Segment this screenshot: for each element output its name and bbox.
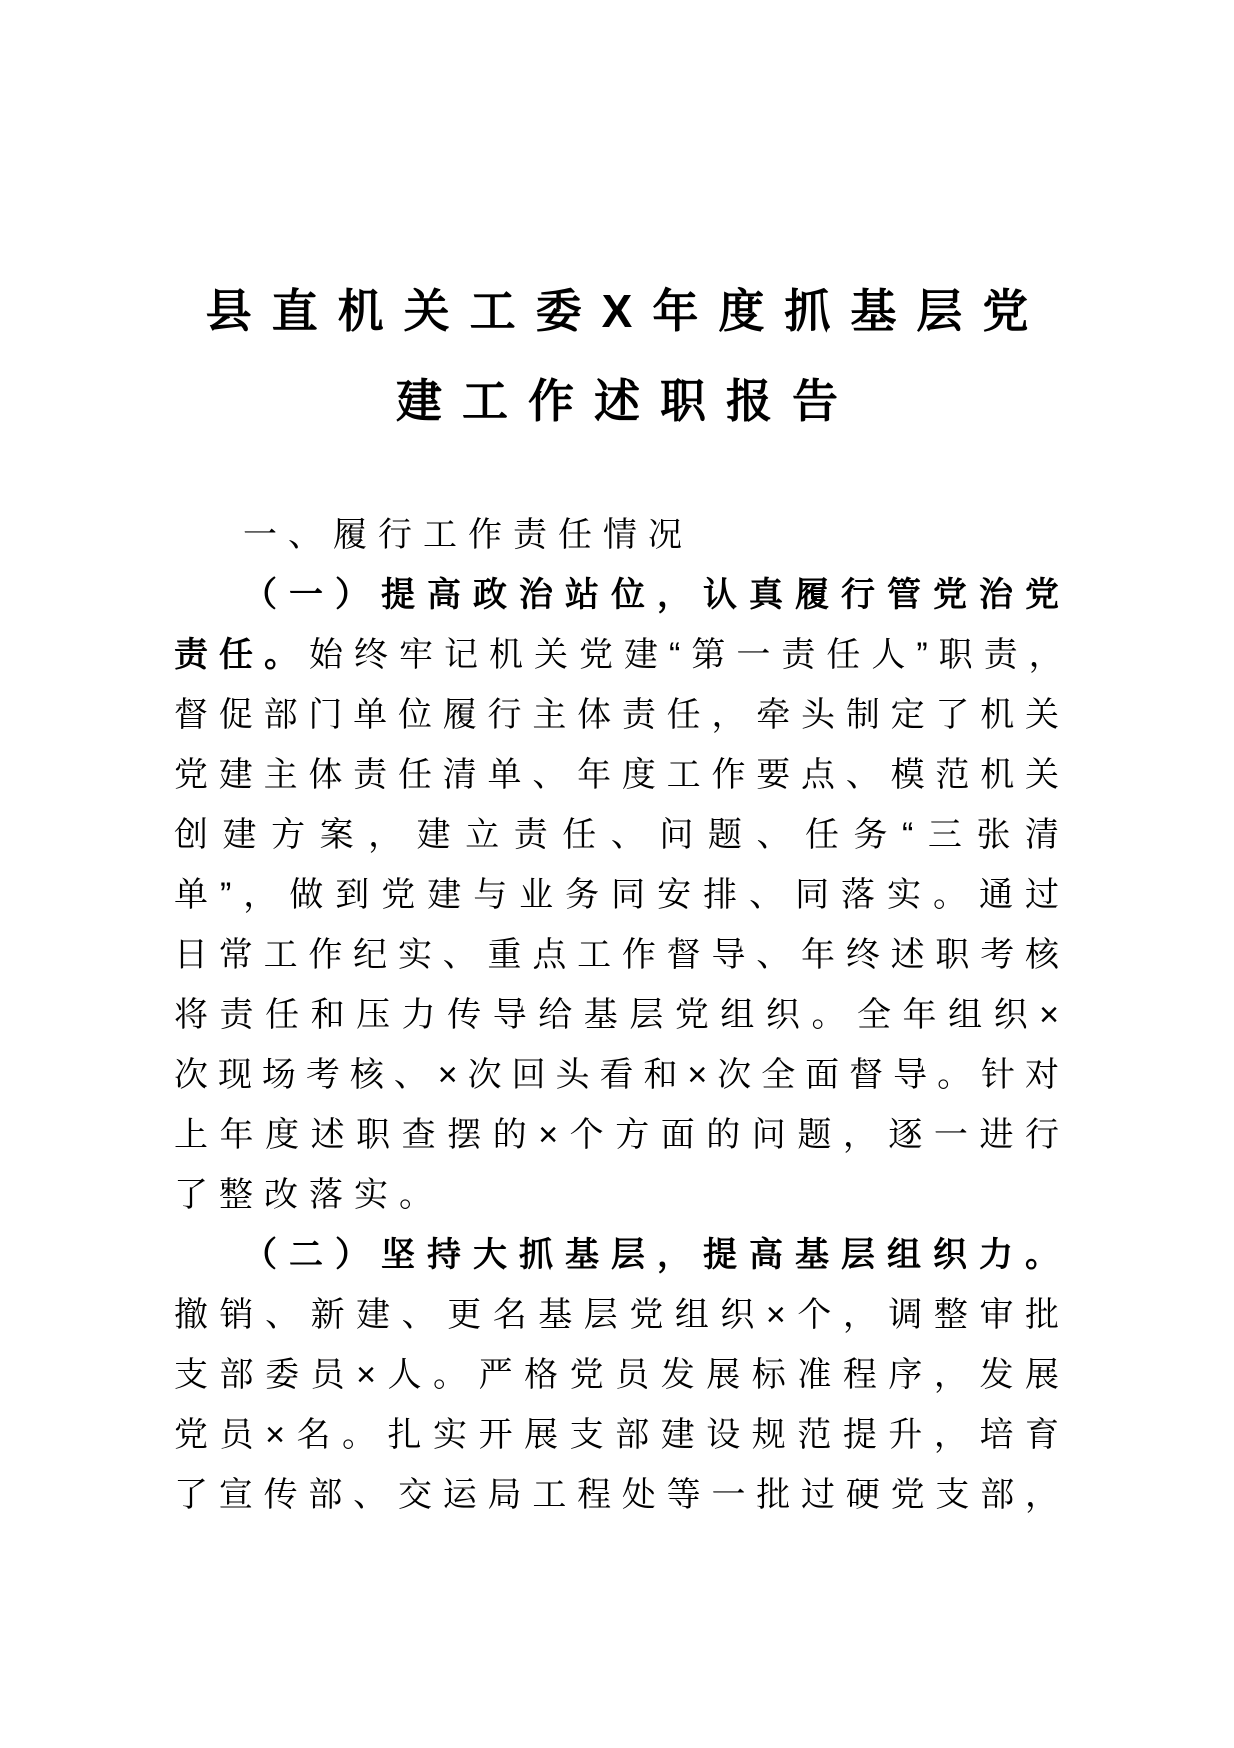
body-line: [174, 1165, 1067, 1225]
body-line: [174, 565, 1067, 625]
body-line: [174, 1345, 1067, 1405]
body-line: [174, 925, 1067, 985]
body-line: [174, 1225, 1067, 1285]
body-line: [174, 625, 1074, 685]
body-line: [174, 1465, 1067, 1525]
document-title: [0, 266, 1234, 446]
regular-segment: 创建方案，建立责任、问题、任务“三张清: [174, 816, 1067, 854]
regular-segment: 始终牢记机关党建“第一责任人”职责，: [309, 636, 1074, 674]
body-line: [174, 685, 1067, 745]
body-line: [174, 1105, 1067, 1165]
regular-segment: 党员×名。扎实开展支部建设规范提升，培育: [174, 1416, 1067, 1454]
body-line: [174, 1285, 1067, 1345]
section-heading: 一、履行工作责任情况: [243, 516, 693, 554]
bold-segment: 责任。: [174, 636, 309, 674]
body-line: [174, 745, 1067, 805]
regular-segment: 日常工作纪实、重点工作督导、年终述职考核: [174, 936, 1067, 974]
body-line: [174, 1045, 1067, 1105]
regular-segment: 单”，做到党建与业务同安排、同落实。通过: [174, 876, 1067, 914]
title-line-1: 县直机关工委X年度抓基层党: [205, 285, 1049, 337]
bold-segment: （一）提高政治站位，认真履行管党治党: [243, 576, 1067, 614]
regular-segment: 支部委员×人。严格党员发展标准程序，发展: [174, 1356, 1067, 1394]
regular-segment: 上年度述职查摆的×个方面的问题，逐一进行: [174, 1116, 1067, 1154]
regular-segment: 次现场考核、×次回头看和×次全面督导。针对: [174, 1056, 1067, 1094]
body-line: [174, 805, 1067, 865]
title-line-2: 建工作述职报告: [396, 375, 858, 427]
regular-segment: 党建主体责任清单、年度工作要点、模范机关: [174, 756, 1067, 794]
regular-segment: 撤销、新建、更名基层党组织×个，调整审批: [174, 1296, 1067, 1334]
regular-segment: 了整改落实。: [174, 1176, 444, 1214]
document-body: [174, 505, 1074, 1525]
regular-segment: 了宣传部、交运局工程处等一批过硬党支部，: [174, 1476, 1067, 1514]
body-line: [174, 1405, 1067, 1465]
body-line: [174, 985, 1067, 1045]
regular-segment: 将责任和压力传导给基层党组织。全年组织×: [174, 996, 1067, 1034]
bold-segment: （二）坚持大抓基层，提高基层组织力。: [243, 1236, 1067, 1274]
body-line: [174, 865, 1067, 925]
regular-segment: 督促部门单位履行主体责任，牵头制定了机关: [174, 696, 1067, 734]
